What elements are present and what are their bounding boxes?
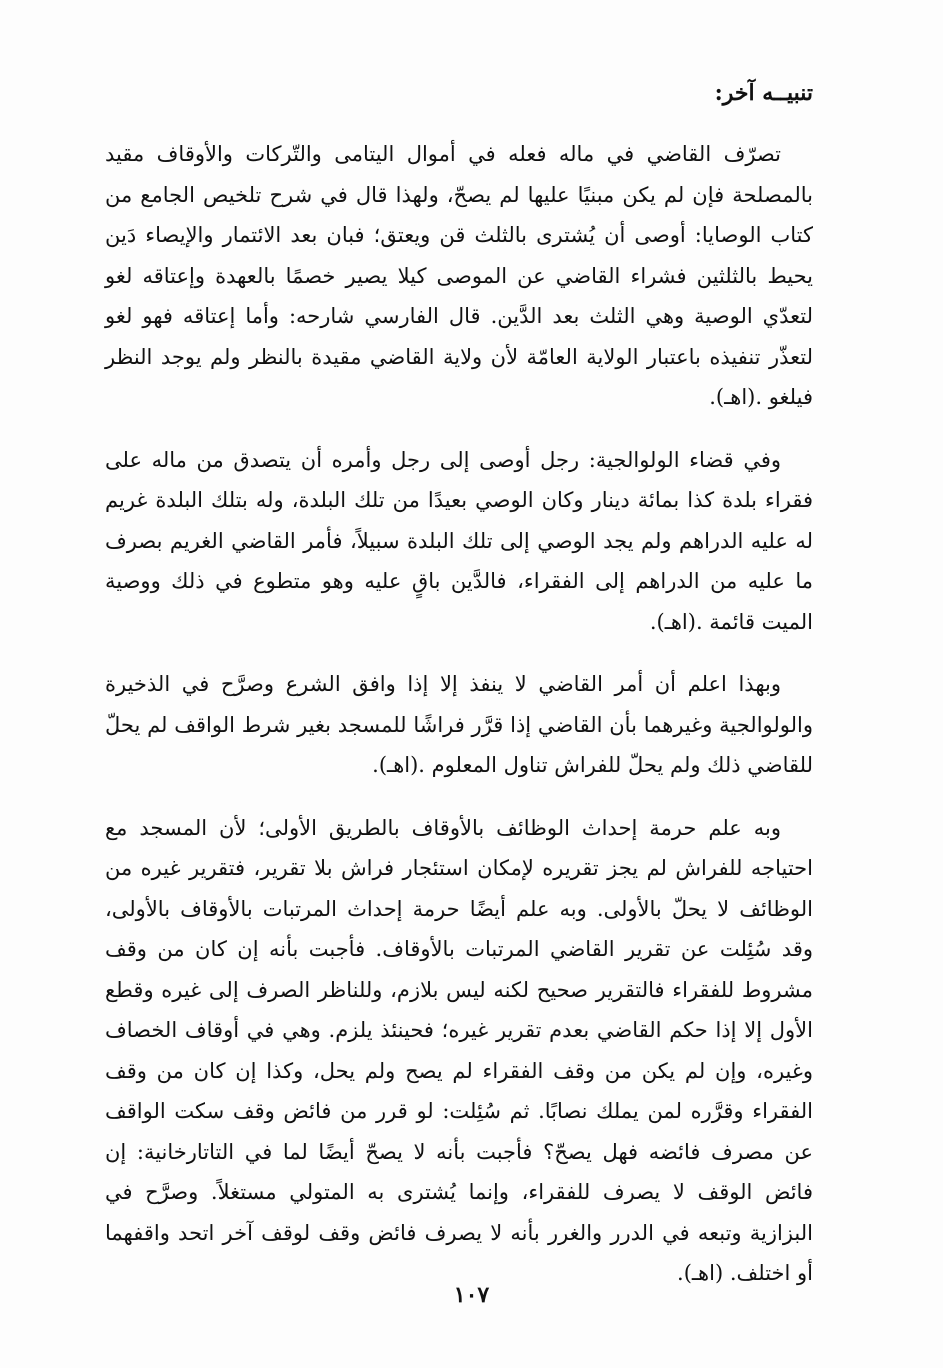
paragraph-3: وبهذا اعلم أن أمر القاضي لا ينفذ إلا إذا وافق الشرع وصرَّح في الذخيرة والولوالجية وغيرهما بأن القاضي إذا قرَّر فراشًا للمسجد بغير شرط الواقف لم يحلّ للقاضي ذلك ولم يحلّ للفراش تناول المعلوم .(اهـ). xyxy=(105,672,813,777)
paragraph-2: وفي قضاء الولوالجية: رجل أوصى إلى رجل وأمره أن يتصدق من ماله على فقراء بلدة كذا بمائة دينار وكان الوصي بعيدًا من تلك البلدة، وله بتلك البلدة غريم له عليه الدراهم ولم يجد الوصي إلى تلك البلدة سبيلاً، فأمر القاضي الغريم بصرف ما عليه من الدراهم إلى الفقراء، فالدَّين باقٍ عليه وهو متطوع في ذلك ووصية الميت قائمة .(اهـ). xyxy=(105,447,813,634)
page-number: ١٠٧ xyxy=(453,1282,490,1308)
paragraph-4: وبه علم حرمة إحداث الوظائف بالأوقاف بالطريق الأولى؛ لأن المسجد مع احتياجه للفراش لم يجز تقريره لإمكان استئجار فراش بلا تقرير، فتقرير غيره من الوظائف لا يحلّ بالأولى. وبه علم أيضًا حرمة إحداث المرتبات بالأوقاف بالأولى، وقد سُئِلت عن تقرير القاضي المرتبات بالأوقاف. فأجبت بأنه إن كان من وقف مشروط للفقراء فالتقرير صحيح لكنه ليس بلازم، وللناظر الصرف إلى غيره وقطع الأول إلا إذا حكم القاضي بعدم تقرير غيره؛ فحينئذ يلزم. وهي في أوقاف الخصاف وغيره، وإن لم يكن من وقف الفقراء لم يصح ولم يحل، وكذا إن كان من وقف الفقراء وقرَّره لمن يملك نصابًا. ثم سُئِلت: لو قرر من فائض وقف سكت الواقف عن مصرف فائضه فهل يصحّ؟ فأجبت بأنه لا يصحّ أيضًا لما في التاتارخانية: إن فائض الوقف لا يصرف للفقراء، وإنما يُشترى به المتولي مستغلاً. وصرَّح في البزازية وتبعه في الدرر والغرر بأنه لا يصرف فائض وقف لوقف آخر اتحد واقفهما أو اختلف. (اهـ). xyxy=(105,815,813,1285)
section-heading: تنبيــه آخر: xyxy=(714,80,813,106)
page-body xyxy=(105,78,813,1316)
paragraph-1: تصرّف القاضي في ماله فعله في أموال اليتامى والتّركات والأوقاف مقيد بالمصلحة فإن لم يكن مبنيًا عليها لم يصحّ، ولهذا قال في شرح تلخيص الجامع من كتاب الوصايا: أوصى أن يُشترى بالثلث قن ويعتق؛ فبان بعد الائتمار والإيصاء دَين يحيط بالثلثين فشراء القاضي عن الموصى كيلا يصير خصمًا بالعهدة وإعتاقه لغو لتعدّي الوصية وهي الثلث بعد الدَّين. قال الفارسي شارحه: وأما إعتاقه فهو لغو لتعذّر تنفيذه باعتبار الولاية العامّة لأن ولاية القاضي مقيدة بالنظر ولم يوجد النظر فيلغو .(اهـ). xyxy=(105,142,813,409)
